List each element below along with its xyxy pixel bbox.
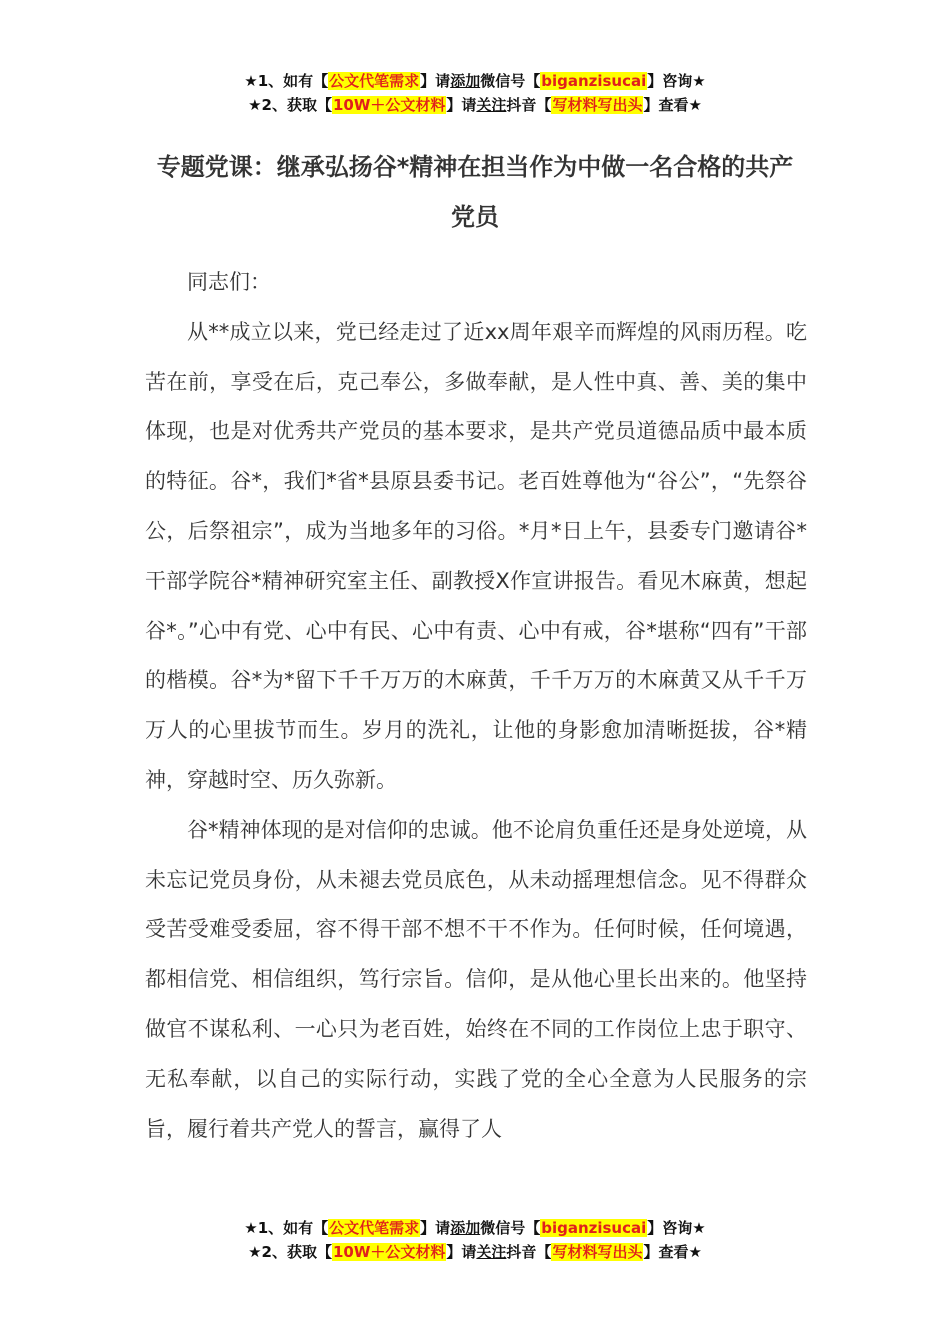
banner-line-1 [0, 1216, 950, 1240]
banner-highlight: 写材料写出头 [552, 96, 643, 114]
greeting: 同志们： [187, 270, 271, 294]
banner-highlight: biganzisucai [541, 1219, 647, 1237]
banner-emphasis: 添加 [450, 1219, 481, 1237]
paragraph: 谷*精神体现的是对信仰的忠诚。他不论肩负重任还是身处逆境，从未忘记党员身份，从未褪去党员底色，从未动摇理想信念。见不得群众受苦受难受委屈，容不得干部不想不干不作为。任何时候，任何境遇，都相信党、相信组织，笃行宗旨。信仰，是从他心里长出来的。他坚持做官不谋私利、一心只为老百姓，始终在不同的工作岗位上忠于职守、无私奉献，以自己的实际行动，实践了党的全心全意为人民服务的宗旨，履行着共产党人的誓言，赢得了人 [145, 817, 807, 1141]
banner-line-2 [0, 93, 950, 117]
banner-highlight: 公文代笔需求 [329, 1219, 420, 1237]
banner-text: ★1、如有【 [244, 72, 329, 90]
banner-text: ★2、获取【 [248, 1243, 332, 1261]
banner-emphasis: 关注 [476, 1243, 507, 1261]
banner-highlight: biganzisucai [541, 72, 647, 90]
banner-text: 】查看★ [643, 96, 702, 114]
banner-text: 】请 [446, 96, 477, 114]
banner-emphasis: 添加 [450, 72, 481, 90]
paragraph: 从**成立以来，党已经走过了近xx周年艰辛而辉煌的风雨历程。吃苦在前，享受在后，克己奉公，多做奉献，是人性中真、善、美的集中体现，也是对优秀共产党员的基本要求，是共产党员道德品质中最本质的特征。谷*，我们*省*县原县委书记。老百姓尊他为“谷公”，“先祭谷公，后祭祖宗”，成为当地多年的习俗。*月*日上午，县委专门邀请谷*干部学院谷*精神研究室主任、副教授X作宣讲报告。看见木麻黄，想起谷*。”心中有党、心中有民、心中有责、心中有戒，谷*堪称“四有”干部的楷模。谷*为*留下千千万万的木麻黄，千千万万的木麻黄又从千千万万人的心里拔节而生。岁月的洗礼，让他的身影愈加清晰挺拔，谷*精神，穿越时空、历久弥新。 [145, 319, 807, 792]
banner-text: 微信号【 [480, 72, 541, 90]
banner-text: 微信号【 [480, 1219, 541, 1237]
banner-text: ★1、如有【 [244, 1219, 329, 1237]
document-title: 专题党课：继承弘扬谷*精神在担当作为中做一名合格的共产党员 [156, 153, 794, 231]
banner-emphasis: 关注 [476, 96, 507, 114]
banner-highlight: 公文代笔需求 [329, 72, 420, 90]
banner-text: 】查看★ [643, 1243, 702, 1261]
banner-text: 】请 [446, 1243, 477, 1261]
banner-highlight: 10W＋公文材料 [332, 1243, 446, 1261]
banner-text: 】咨询★ [647, 1219, 706, 1237]
banner-highlight: 10W＋公文材料 [332, 96, 446, 114]
banner-highlight: 写材料写出头 [552, 1243, 643, 1261]
header-banner [0, 69, 950, 117]
banner-text: 抖音【 [506, 1243, 552, 1261]
banner-line-1 [0, 69, 950, 93]
banner-text: 】请 [420, 72, 451, 90]
banner-line-2 [0, 1240, 950, 1264]
footer-banner [0, 1216, 950, 1264]
banner-text: 】请 [420, 1219, 451, 1237]
document-body [145, 258, 807, 1154]
banner-text: ★2、获取【 [248, 96, 332, 114]
banner-text: 】咨询★ [647, 72, 706, 90]
banner-text: 抖音【 [506, 96, 552, 114]
